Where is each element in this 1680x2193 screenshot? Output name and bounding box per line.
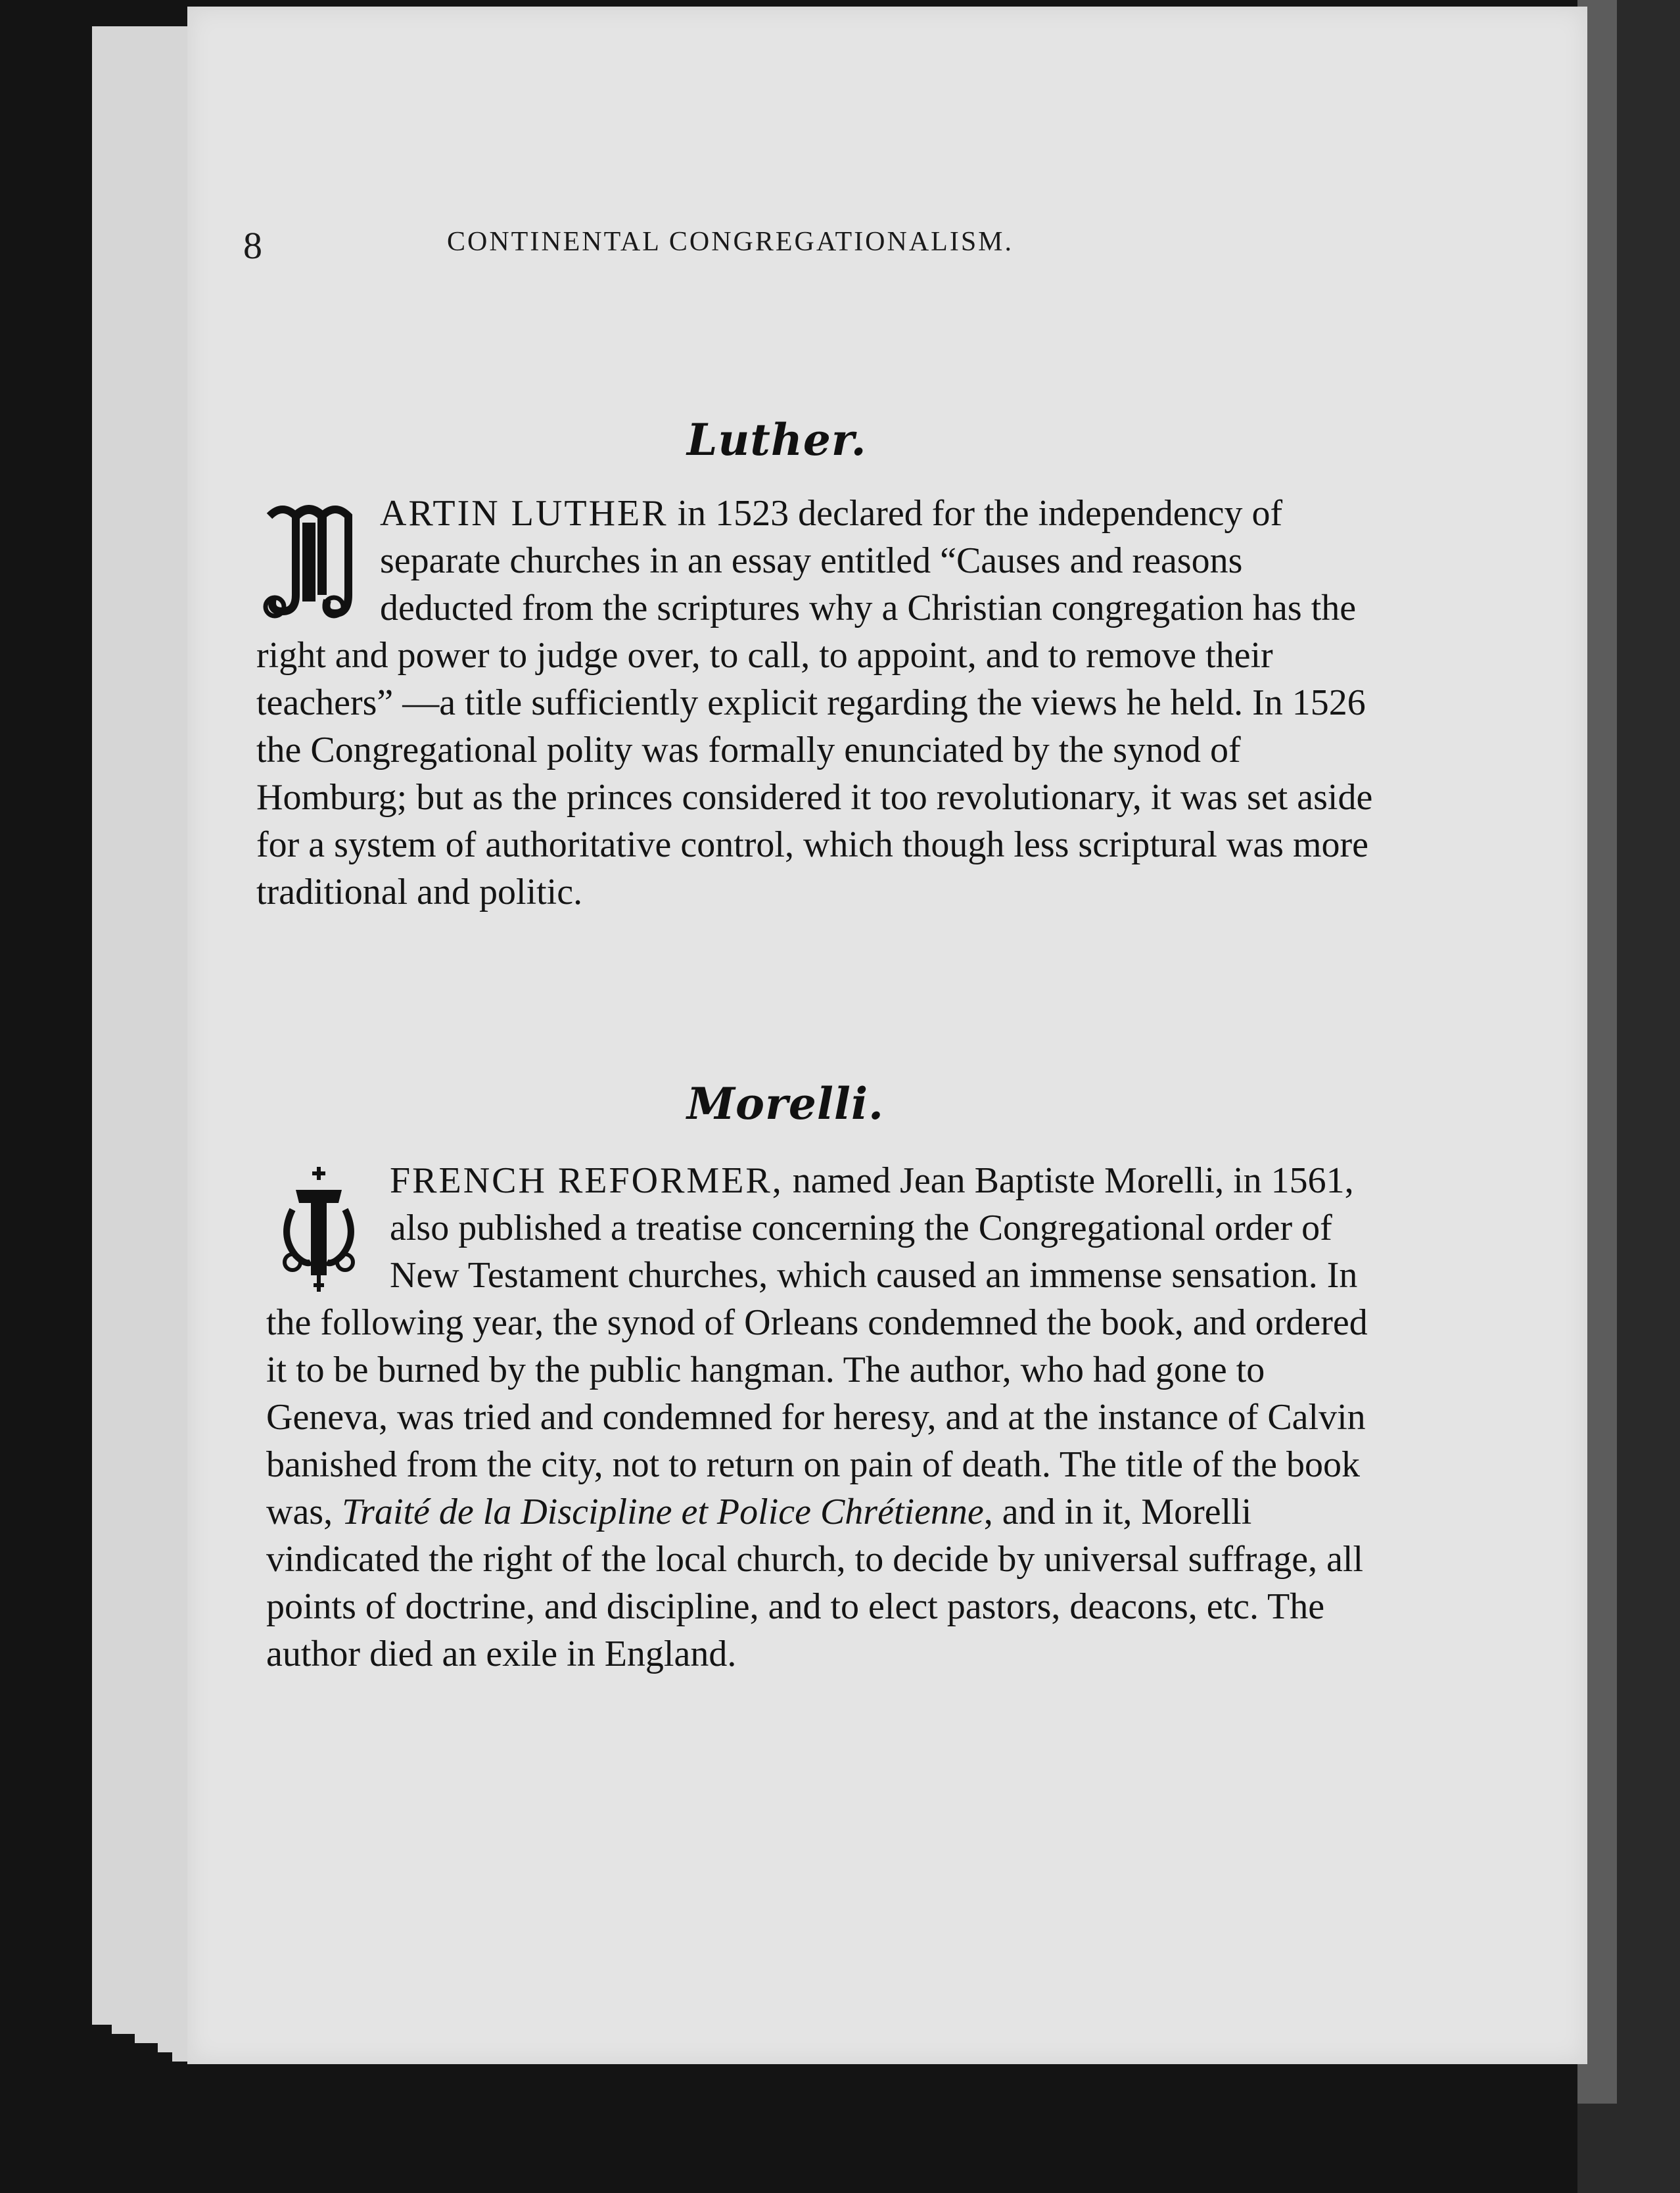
paragraph-body: in 1523 declared for the independency of separate churches in an essay entitled “Causes and reasons deducted from the scriptures why a Christian congregation has the right and power to judge over, to call, to appoint, and to remove their teachers” —a title sufficiently explicit regarding the views he held. In 1526 the Congregational polity was formally enunciated by the synod of Homburg; but as the princes considered it too revolutionary, it was set aside for a system of authoritative control, which though less scriptural was more traditional and politic. xyxy=(256,493,1373,912)
drop-cap-a-icon xyxy=(266,1164,371,1295)
page-number: 8 xyxy=(243,224,264,267)
paragraph-morelli xyxy=(266,1157,1377,1678)
book-page xyxy=(187,7,1587,2064)
lead-words: ARTIN LUTHER xyxy=(380,493,668,534)
paragraph-luther xyxy=(256,490,1374,916)
drop-cap-m-icon xyxy=(256,496,362,628)
book-title: Traité de la Discipline et Police Chrétienne xyxy=(342,1492,984,1532)
paragraph-body: named Jean Baptiste Morelli, in 1561, also published a treatise concerning the Congregational order of New Testament churches, which caused an immense sensation. In the following year, the synod of Orleans condemned the book, and ordered it to be burned by the public hangman. The author, who had gone to Geneva, was tried and condemned for heresy, and at the instance of Calvin banished from the city, not to return on pain of death. The title of the book was, xyxy=(266,1160,1368,1532)
paragraph-body-end: , and in it, Morelli vindicated the right of the local church, to decide by universal suffrage, all points of doctrine, and discipline, and to elect pastors, deacons, etc. The author died an exile in England. xyxy=(266,1492,1364,1674)
lead-words: FRENCH REFORMER, xyxy=(390,1160,783,1201)
section-heading-luther: Luther. xyxy=(687,414,867,465)
running-head-title: CONTINENTAL CONGREGATIONALISM. xyxy=(447,227,1014,257)
section-heading-morelli: Morelli. xyxy=(687,1078,885,1129)
